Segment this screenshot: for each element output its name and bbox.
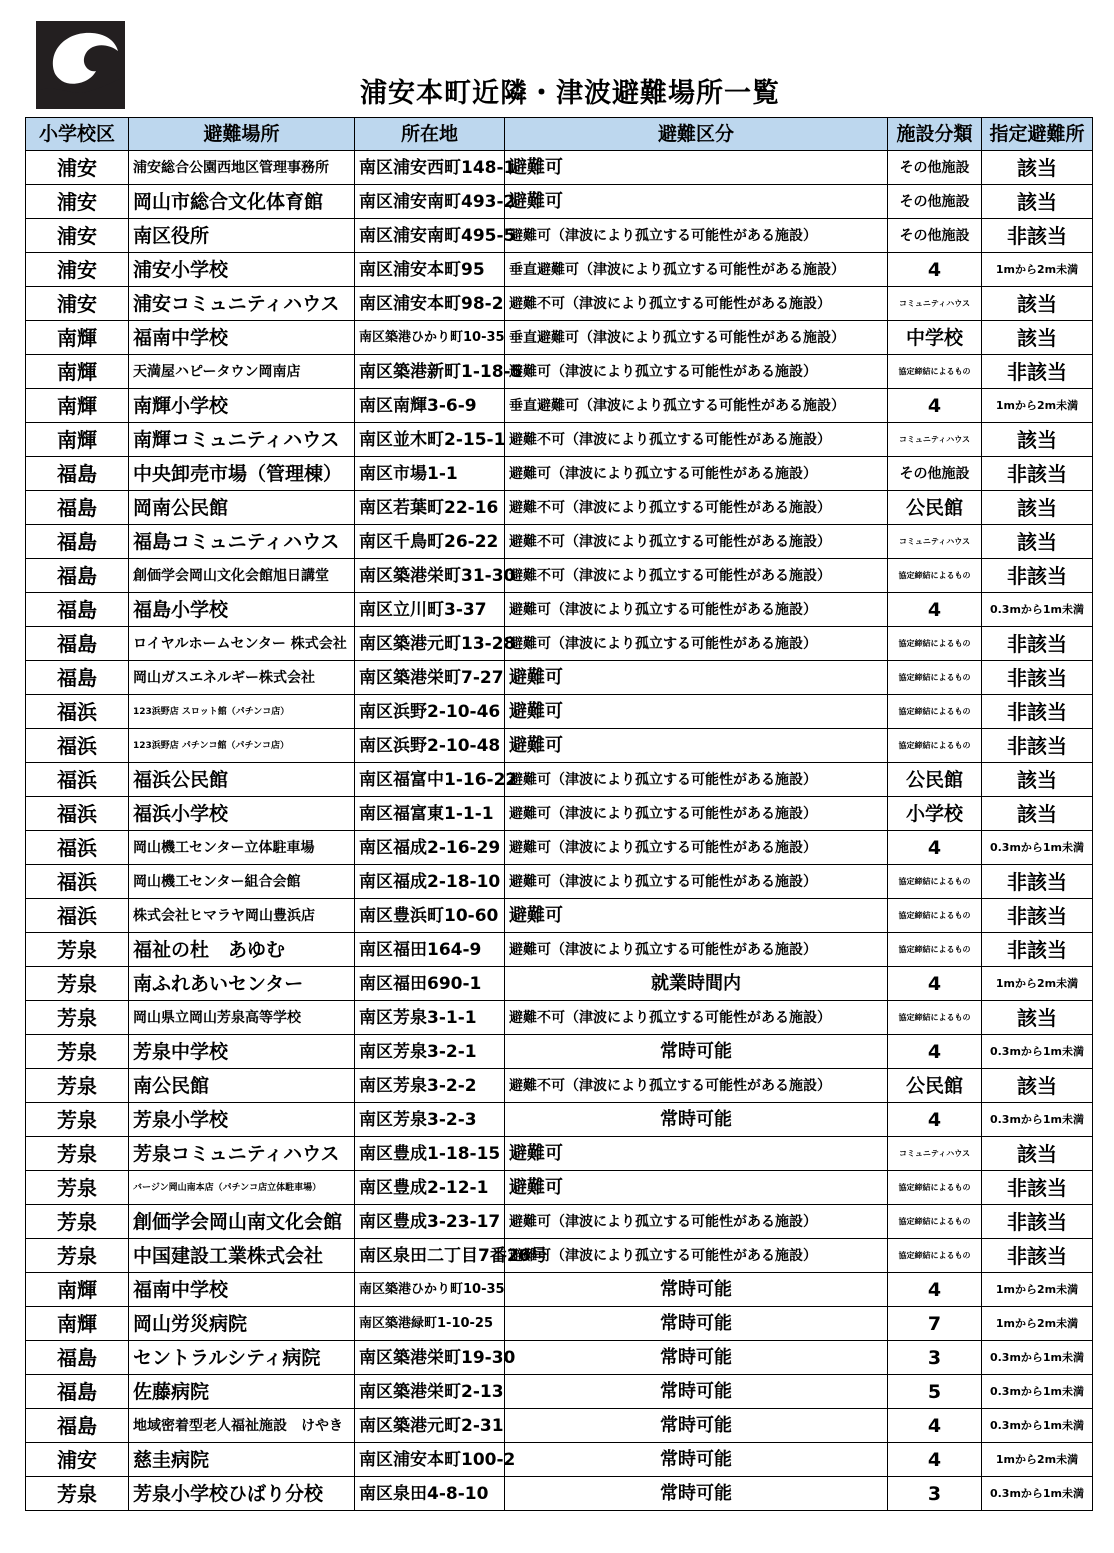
evacuation-category-cell: 垂直避難可（津波により孤立する可能性がある施設） bbox=[505, 321, 888, 355]
facility-type-cell: 公民館 bbox=[888, 491, 982, 525]
designated-shelter-cell: 該当 bbox=[982, 423, 1093, 457]
table-row bbox=[26, 355, 1093, 389]
evacuation-category-cell: 避難可（津波により孤立する可能性がある施設） bbox=[505, 763, 888, 797]
evacuation-site-cell: 岡山ガスエネルギー株式会社 bbox=[129, 661, 355, 695]
school-district-cell: 芳泉 bbox=[26, 967, 129, 1001]
evacuation-site-cell: 岡山機工センター立体駐車場 bbox=[129, 831, 355, 865]
evacuation-category-cell: 垂直避難可（津波により孤立する可能性がある施設） bbox=[505, 253, 888, 287]
designated-shelter-cell: 0.3mから1m未満 bbox=[982, 1477, 1093, 1511]
evacuation-category-cell: 避難可（津波により孤立する可能性がある施設） bbox=[505, 1239, 888, 1273]
facility-type-cell: 4 bbox=[888, 967, 982, 1001]
school-district-cell: 福島 bbox=[26, 627, 129, 661]
designated-shelter-cell: 非該当 bbox=[982, 559, 1093, 593]
address-cell: 南区築港栄町2-13 bbox=[355, 1375, 505, 1409]
designated-shelter-cell: 該当 bbox=[982, 151, 1093, 185]
table-row bbox=[26, 695, 1093, 729]
evacuation-site-cell: セントラルシティ病院 bbox=[129, 1341, 355, 1375]
table-row bbox=[26, 1307, 1093, 1341]
evacuation-site-cell: 芳泉小学校ひばり分校 bbox=[129, 1477, 355, 1511]
facility-type-cell: 3 bbox=[888, 1477, 982, 1511]
facility-type-cell: 4 bbox=[888, 1035, 982, 1069]
evacuation-category-cell: 避難可 bbox=[505, 899, 888, 933]
evacuation-category-cell: 避難可 bbox=[505, 695, 888, 729]
evacuation-category-cell: 常時可能 bbox=[505, 1035, 888, 1069]
address-cell: 南区築港ひかり町10-35 bbox=[355, 1273, 505, 1307]
evacuation-category-cell: 常時可能 bbox=[505, 1307, 888, 1341]
facility-type-cell: 4 bbox=[888, 1443, 982, 1477]
facility-type-cell: 4 bbox=[888, 1409, 982, 1443]
evacuation-category-cell: 避難可 bbox=[505, 185, 888, 219]
address-cell: 南区築港元町2-31 bbox=[355, 1409, 505, 1443]
table-row bbox=[26, 1477, 1093, 1511]
facility-type-cell: 協定締結によるもの bbox=[888, 729, 982, 763]
evacuation-site-cell: 福島コミュニティハウス bbox=[129, 525, 355, 559]
designated-shelter-cell: 1mから2m未満 bbox=[982, 1273, 1093, 1307]
school-district-cell: 南輝 bbox=[26, 423, 129, 457]
address-cell: 南区立川町3-37 bbox=[355, 593, 505, 627]
designated-shelter-cell: 1mから2m未満 bbox=[982, 1443, 1093, 1477]
table-row bbox=[26, 1069, 1093, 1103]
facility-type-cell: 協定締結によるもの bbox=[888, 695, 982, 729]
evacuation-category-cell: 常時可能 bbox=[505, 1273, 888, 1307]
facility-type-cell: 協定締結によるもの bbox=[888, 933, 982, 967]
table-row bbox=[26, 763, 1093, 797]
address-cell: 南区福田164-9 bbox=[355, 933, 505, 967]
designated-shelter-cell: 非該当 bbox=[982, 933, 1093, 967]
school-district-cell: 芳泉 bbox=[26, 1035, 129, 1069]
designated-shelter-cell: 非該当 bbox=[982, 627, 1093, 661]
school-district-cell: 南輝 bbox=[26, 321, 129, 355]
school-district-cell: 芳泉 bbox=[26, 933, 129, 967]
facility-type-cell: 小学校 bbox=[888, 797, 982, 831]
address-cell: 南区築港緑町1-10-25 bbox=[355, 1307, 505, 1341]
evacuation-site-cell: 南区役所 bbox=[129, 219, 355, 253]
column-header: 小学校区 bbox=[26, 118, 129, 151]
designated-shelter-cell: 0.3mから1m未満 bbox=[982, 1341, 1093, 1375]
table-row bbox=[26, 1239, 1093, 1273]
school-district-cell: 福島 bbox=[26, 491, 129, 525]
address-cell: 南区浦安本町98-2 bbox=[355, 287, 505, 321]
table-row bbox=[26, 899, 1093, 933]
evacuation-site-cell: 地域密着型老人福祉施設 けやき bbox=[129, 1409, 355, 1443]
designated-shelter-cell: 該当 bbox=[982, 185, 1093, 219]
address-cell: 南区福田690-1 bbox=[355, 967, 505, 1001]
evacuation-category-cell: 避難可（津波により孤立する可能性がある施設） bbox=[505, 457, 888, 491]
table-row bbox=[26, 1443, 1093, 1477]
column-header: 所在地 bbox=[355, 118, 505, 151]
address-cell: 南区築港ひかり町10-35 bbox=[355, 321, 505, 355]
school-district-cell: 南輝 bbox=[26, 389, 129, 423]
evacuation-category-cell: 常時可能 bbox=[505, 1477, 888, 1511]
designated-shelter-cell: 非該当 bbox=[982, 219, 1093, 253]
evacuation-site-cell: 浦安小学校 bbox=[129, 253, 355, 287]
column-header: 避難場所 bbox=[129, 118, 355, 151]
table-row bbox=[26, 831, 1093, 865]
school-district-cell: 福島 bbox=[26, 661, 129, 695]
facility-type-cell: その他施設 bbox=[888, 457, 982, 491]
address-cell: 南区浦安西町148-1 bbox=[355, 151, 505, 185]
designated-shelter-cell: 非該当 bbox=[982, 1171, 1093, 1205]
evacuation-category-cell: 避難不可（津波により孤立する可能性がある施設） bbox=[505, 1069, 888, 1103]
designated-shelter-cell: 該当 bbox=[982, 491, 1093, 525]
facility-type-cell: 3 bbox=[888, 1341, 982, 1375]
evacuation-site-cell: 中国建設工業株式会社 bbox=[129, 1239, 355, 1273]
facility-type-cell: その他施設 bbox=[888, 151, 982, 185]
school-district-cell: 浦安 bbox=[26, 253, 129, 287]
designated-shelter-cell: 0.3mから1m未満 bbox=[982, 593, 1093, 627]
address-cell: 南区築港栄町7-27 bbox=[355, 661, 505, 695]
school-district-cell: 福浜 bbox=[26, 695, 129, 729]
address-cell: 南区芳泉3-2-3 bbox=[355, 1103, 505, 1137]
address-cell: 南区豊浜町10-60 bbox=[355, 899, 505, 933]
designated-shelter-cell: 該当 bbox=[982, 1001, 1093, 1035]
evacuation-site-cell: 福浜小学校 bbox=[129, 797, 355, 831]
evacuation-site-cell: 創価学会岡山南文化会館 bbox=[129, 1205, 355, 1239]
facility-type-cell: 中学校 bbox=[888, 321, 982, 355]
evacuation-site-cell: 福南中学校 bbox=[129, 321, 355, 355]
evacuation-site-cell: 芳泉中学校 bbox=[129, 1035, 355, 1069]
designated-shelter-cell: 1mから2m未満 bbox=[982, 967, 1093, 1001]
table-row bbox=[26, 729, 1093, 763]
table-header-row bbox=[26, 118, 1093, 151]
school-district-cell: 浦安 bbox=[26, 185, 129, 219]
facility-type-cell: 協定締結によるもの bbox=[888, 899, 982, 933]
evacuation-site-cell: 岡山労災病院 bbox=[129, 1307, 355, 1341]
evacuation-category-cell: 避難可（津波により孤立する可能性がある施設） bbox=[505, 1205, 888, 1239]
address-cell: 南区築港新町1-18-5 bbox=[355, 355, 505, 389]
wave-logo-icon bbox=[36, 21, 125, 109]
facility-type-cell: 4 bbox=[888, 593, 982, 627]
address-cell: 南区浦安本町95 bbox=[355, 253, 505, 287]
table-row bbox=[26, 491, 1093, 525]
address-cell: 南区福成2-18-10 bbox=[355, 865, 505, 899]
table-row bbox=[26, 253, 1093, 287]
evacuation-category-cell: 避難不可（津波により孤立する可能性がある施設） bbox=[505, 423, 888, 457]
address-cell: 南区南輝3-6-9 bbox=[355, 389, 505, 423]
evacuation-site-cell: 芳泉コミュニティハウス bbox=[129, 1137, 355, 1171]
school-district-cell: 浦安 bbox=[26, 219, 129, 253]
designated-shelter-cell: 0.3mから1m未満 bbox=[982, 1409, 1093, 1443]
address-cell: 南区千鳥町26-22 bbox=[355, 525, 505, 559]
school-district-cell: 芳泉 bbox=[26, 1069, 129, 1103]
facility-type-cell: 公民館 bbox=[888, 1069, 982, 1103]
school-district-cell: 南輝 bbox=[26, 1307, 129, 1341]
designated-shelter-cell: 該当 bbox=[982, 525, 1093, 559]
facility-type-cell: 協定締結によるもの bbox=[888, 627, 982, 661]
designated-shelter-cell: 非該当 bbox=[982, 661, 1093, 695]
evacuation-category-cell: 避難不可（津波により孤立する可能性がある施設） bbox=[505, 287, 888, 321]
table-row bbox=[26, 661, 1093, 695]
evacuation-site-cell: 創価学会岡山文化会館旭日講堂 bbox=[129, 559, 355, 593]
evacuation-category-cell: 避難可 bbox=[505, 1137, 888, 1171]
school-district-cell: 福島 bbox=[26, 1375, 129, 1409]
designated-shelter-cell: 1mから2m未満 bbox=[982, 253, 1093, 287]
table-row bbox=[26, 1409, 1093, 1443]
school-district-cell: 芳泉 bbox=[26, 1103, 129, 1137]
address-cell: 南区豊成1-18-15 bbox=[355, 1137, 505, 1171]
designated-shelter-cell: 0.3mから1m未満 bbox=[982, 831, 1093, 865]
evacuation-site-cell: 岡山機工センター組合会館 bbox=[129, 865, 355, 899]
school-district-cell: 福島 bbox=[26, 525, 129, 559]
designated-shelter-cell: 該当 bbox=[982, 763, 1093, 797]
evacuation-site-cell: ロイヤルホームセンター 株式会社 bbox=[129, 627, 355, 661]
designated-shelter-cell: 該当 bbox=[982, 1137, 1093, 1171]
school-district-cell: 福浜 bbox=[26, 865, 129, 899]
address-cell: 南区浦安南町495-5 bbox=[355, 219, 505, 253]
address-cell: 南区芳泉3-1-1 bbox=[355, 1001, 505, 1035]
evacuation-category-cell: 避難可（津波により孤立する可能性がある施設） bbox=[505, 593, 888, 627]
address-cell: 南区築港元町13-28 bbox=[355, 627, 505, 661]
table-row bbox=[26, 967, 1093, 1001]
address-cell: 南区泉田二丁目7番26号 bbox=[355, 1239, 505, 1273]
evacuation-site-cell: 123浜野店 パチンコ館（パチンコ店） bbox=[129, 729, 355, 763]
facility-type-cell: 協定締結によるもの bbox=[888, 661, 982, 695]
designated-shelter-cell: 1mから2m未満 bbox=[982, 1307, 1093, 1341]
facility-type-cell: 5 bbox=[888, 1375, 982, 1409]
evacuation-category-cell: 避難不可（津波により孤立する可能性がある施設） bbox=[505, 1001, 888, 1035]
school-district-cell: 福島 bbox=[26, 559, 129, 593]
evacuation-site-cell: 岡山市総合文化体育館 bbox=[129, 185, 355, 219]
facility-type-cell: 協定締結によるもの bbox=[888, 1171, 982, 1205]
evacuation-category-cell: 避難可（津波により孤立する可能性がある施設） bbox=[505, 831, 888, 865]
school-district-cell: 芳泉 bbox=[26, 1477, 129, 1511]
evacuation-category-cell: 避難可（津波により孤立する可能性がある施設） bbox=[505, 865, 888, 899]
school-district-cell: 福浜 bbox=[26, 831, 129, 865]
evacuation-site-cell: 天満屋ハピータウン岡南店 bbox=[129, 355, 355, 389]
evacuation-site-cell: 南ふれあいセンター bbox=[129, 967, 355, 1001]
designated-shelter-cell: 0.3mから1m未満 bbox=[982, 1375, 1093, 1409]
facility-type-cell: その他施設 bbox=[888, 185, 982, 219]
school-district-cell: 芳泉 bbox=[26, 1205, 129, 1239]
school-district-cell: 芳泉 bbox=[26, 1171, 129, 1205]
evacuation-category-cell: 避難可（津波により孤立する可能性がある施設） bbox=[505, 933, 888, 967]
school-district-cell: 福島 bbox=[26, 457, 129, 491]
facility-type-cell: コミュニティハウス bbox=[888, 287, 982, 321]
designated-shelter-cell: 該当 bbox=[982, 1069, 1093, 1103]
facility-type-cell: 協定締結によるもの bbox=[888, 1205, 982, 1239]
evacuation-category-cell: 常時可能 bbox=[505, 1443, 888, 1477]
facility-type-cell: コミュニティハウス bbox=[888, 1137, 982, 1171]
school-district-cell: 南輝 bbox=[26, 355, 129, 389]
facility-type-cell: 協定締結によるもの bbox=[888, 559, 982, 593]
address-cell: 南区芳泉3-2-1 bbox=[355, 1035, 505, 1069]
facility-type-cell: 4 bbox=[888, 389, 982, 423]
address-cell: 南区豊成2-12-1 bbox=[355, 1171, 505, 1205]
evacuation-site-cell: 中央卸売市場（管理棟） bbox=[129, 457, 355, 491]
table-row bbox=[26, 185, 1093, 219]
facility-type-cell: 4 bbox=[888, 1273, 982, 1307]
evacuation-table bbox=[25, 117, 1093, 1511]
evacuation-site-cell: 福南中学校 bbox=[129, 1273, 355, 1307]
page-title: 浦安本町近隣・津波避難場所一覧 bbox=[360, 78, 780, 109]
evacuation-site-cell: 南輝コミュニティハウス bbox=[129, 423, 355, 457]
evacuation-site-cell: 株式会社ヒマラヤ岡山豊浜店 bbox=[129, 899, 355, 933]
table-row bbox=[26, 1341, 1093, 1375]
table-row bbox=[26, 525, 1093, 559]
school-district-cell: 福島 bbox=[26, 593, 129, 627]
address-cell: 南区浦安南町493-2 bbox=[355, 185, 505, 219]
designated-shelter-cell: 非該当 bbox=[982, 1205, 1093, 1239]
evacuation-category-cell: 就業時間内 bbox=[505, 967, 888, 1001]
evacuation-category-cell: 避難可 bbox=[505, 661, 888, 695]
table-row bbox=[26, 1103, 1093, 1137]
facility-type-cell: 公民館 bbox=[888, 763, 982, 797]
school-district-cell: 浦安 bbox=[26, 1443, 129, 1477]
school-district-cell: 芳泉 bbox=[26, 1137, 129, 1171]
facility-type-cell: 協定締結によるもの bbox=[888, 865, 982, 899]
evacuation-category-cell: 避難可（津波により孤立する可能性がある施設） bbox=[505, 797, 888, 831]
evacuation-category-cell: 避難不可（津波により孤立する可能性がある施設） bbox=[505, 525, 888, 559]
column-header: 指定避難所 bbox=[982, 118, 1093, 151]
column-header: 避難区分 bbox=[505, 118, 888, 151]
facility-type-cell: 4 bbox=[888, 253, 982, 287]
designated-shelter-cell: 1mから2m未満 bbox=[982, 389, 1093, 423]
facility-type-cell: コミュニティハウス bbox=[888, 525, 982, 559]
table-row bbox=[26, 457, 1093, 491]
evacuation-site-cell: 123浜野店 スロット館（パチンコ店） bbox=[129, 695, 355, 729]
evacuation-category-cell: 避難可（津波により孤立する可能性がある施設） bbox=[505, 627, 888, 661]
evacuation-site-cell: 岡南公民館 bbox=[129, 491, 355, 525]
evacuation-category-cell: 避難不可（津波により孤立する可能性がある施設） bbox=[505, 491, 888, 525]
evacuation-category-cell: 避難可 bbox=[505, 151, 888, 185]
school-district-cell: 福島 bbox=[26, 1341, 129, 1375]
facility-type-cell: 4 bbox=[888, 1103, 982, 1137]
designated-shelter-cell: 該当 bbox=[982, 797, 1093, 831]
school-district-cell: 福浜 bbox=[26, 763, 129, 797]
designated-shelter-cell: 0.3mから1m未満 bbox=[982, 1103, 1093, 1137]
designated-shelter-cell: 非該当 bbox=[982, 355, 1093, 389]
evacuation-site-cell: 佐藤病院 bbox=[129, 1375, 355, 1409]
evacuation-category-cell: 避難可 bbox=[505, 1171, 888, 1205]
table-row bbox=[26, 1375, 1093, 1409]
designated-shelter-cell: 非該当 bbox=[982, 457, 1093, 491]
evacuation-site-cell: 岡山県立岡山芳泉高等学校 bbox=[129, 1001, 355, 1035]
table-row bbox=[26, 1273, 1093, 1307]
table-row bbox=[26, 219, 1093, 253]
school-district-cell: 芳泉 bbox=[26, 1001, 129, 1035]
facility-type-cell: 7 bbox=[888, 1307, 982, 1341]
designated-shelter-cell: 非該当 bbox=[982, 729, 1093, 763]
address-cell: 南区浦安本町100-2 bbox=[355, 1443, 505, 1477]
facility-type-cell: 協定締結によるもの bbox=[888, 1001, 982, 1035]
designated-shelter-cell: 非該当 bbox=[982, 865, 1093, 899]
address-cell: 南区泉田4-8-10 bbox=[355, 1477, 505, 1511]
table-row bbox=[26, 1205, 1093, 1239]
address-cell: 南区芳泉3-2-2 bbox=[355, 1069, 505, 1103]
school-district-cell: 南輝 bbox=[26, 1273, 129, 1307]
table-row bbox=[26, 151, 1093, 185]
evacuation-category-cell: 避難不可（津波により孤立する可能性がある施設） bbox=[505, 559, 888, 593]
address-cell: 南区福富東1-1-1 bbox=[355, 797, 505, 831]
facility-type-cell: 協定締結によるもの bbox=[888, 1239, 982, 1273]
school-district-cell: 福島 bbox=[26, 1409, 129, 1443]
evacuation-category-cell: 避難可（津波により孤立する可能性がある施設） bbox=[505, 219, 888, 253]
evacuation-site-cell: 福浜公民館 bbox=[129, 763, 355, 797]
evacuation-category-cell: 避難可（津波により孤立する可能性がある施設） bbox=[505, 355, 888, 389]
evacuation-site-cell: 福祉の杜 あゆむ bbox=[129, 933, 355, 967]
designated-shelter-cell: 非該当 bbox=[982, 695, 1093, 729]
evacuation-site-cell: 浦安総合公園西地区管理事務所 bbox=[129, 151, 355, 185]
address-cell: 南区浜野2-10-48 bbox=[355, 729, 505, 763]
facility-type-cell: 協定締結によるもの bbox=[888, 355, 982, 389]
table-row bbox=[26, 1035, 1093, 1069]
evacuation-category-cell: 常時可能 bbox=[505, 1409, 888, 1443]
table-row bbox=[26, 1137, 1093, 1171]
evacuation-category-cell: 避難可 bbox=[505, 729, 888, 763]
evacuation-site-cell: 福島小学校 bbox=[129, 593, 355, 627]
evacuation-site-cell: 南公民館 bbox=[129, 1069, 355, 1103]
evacuation-category-cell: 垂直避難可（津波により孤立する可能性がある施設） bbox=[505, 389, 888, 423]
facility-type-cell: コミュニティハウス bbox=[888, 423, 982, 457]
address-cell: 南区市場1-1 bbox=[355, 457, 505, 491]
table-row bbox=[26, 933, 1093, 967]
address-cell: 南区築港栄町31-30 bbox=[355, 559, 505, 593]
table-row bbox=[26, 1171, 1093, 1205]
evacuation-category-cell: 常時可能 bbox=[505, 1341, 888, 1375]
designated-shelter-cell: 0.3mから1m未満 bbox=[982, 1035, 1093, 1069]
table-row bbox=[26, 627, 1093, 661]
address-cell: 南区並木町2-15-1 bbox=[355, 423, 505, 457]
evacuation-site-cell: 芳泉小学校 bbox=[129, 1103, 355, 1137]
table-row bbox=[26, 1001, 1093, 1035]
designated-shelter-cell: 非該当 bbox=[982, 899, 1093, 933]
table-row bbox=[26, 287, 1093, 321]
designated-shelter-cell: 非該当 bbox=[982, 1239, 1093, 1273]
facility-type-cell: 4 bbox=[888, 831, 982, 865]
designated-shelter-cell: 該当 bbox=[982, 321, 1093, 355]
table-row bbox=[26, 321, 1093, 355]
table-row bbox=[26, 593, 1093, 627]
school-district-cell: 芳泉 bbox=[26, 1239, 129, 1273]
facility-type-cell: その他施設 bbox=[888, 219, 982, 253]
school-district-cell: 浦安 bbox=[26, 287, 129, 321]
address-cell: 南区浜野2-10-46 bbox=[355, 695, 505, 729]
table-row bbox=[26, 865, 1093, 899]
column-header: 施設分類 bbox=[888, 118, 982, 151]
table-row bbox=[26, 389, 1093, 423]
evacuation-site-cell: 南輝小学校 bbox=[129, 389, 355, 423]
table-row bbox=[26, 423, 1093, 457]
evacuation-site-cell: バージン岡山南本店（パチンコ店立体駐車場） bbox=[129, 1171, 355, 1205]
evacuation-category-cell: 常時可能 bbox=[505, 1375, 888, 1409]
table-row bbox=[26, 559, 1093, 593]
address-cell: 南区福富中1-16-22 bbox=[355, 763, 505, 797]
address-cell: 南区若葉町22-16 bbox=[355, 491, 505, 525]
school-district-cell: 福浜 bbox=[26, 729, 129, 763]
evacuation-site-cell: 慈圭病院 bbox=[129, 1443, 355, 1477]
designated-shelter-cell: 該当 bbox=[982, 287, 1093, 321]
school-district-cell: 浦安 bbox=[26, 151, 129, 185]
address-cell: 南区豊成3-23-17 bbox=[355, 1205, 505, 1239]
school-district-cell: 福浜 bbox=[26, 899, 129, 933]
school-district-cell: 福浜 bbox=[26, 797, 129, 831]
address-cell: 南区築港栄町19-30 bbox=[355, 1341, 505, 1375]
evacuation-site-cell: 浦安コミュニティハウス bbox=[129, 287, 355, 321]
address-cell: 南区福成2-16-29 bbox=[355, 831, 505, 865]
table-row bbox=[26, 797, 1093, 831]
evacuation-category-cell: 常時可能 bbox=[505, 1103, 888, 1137]
